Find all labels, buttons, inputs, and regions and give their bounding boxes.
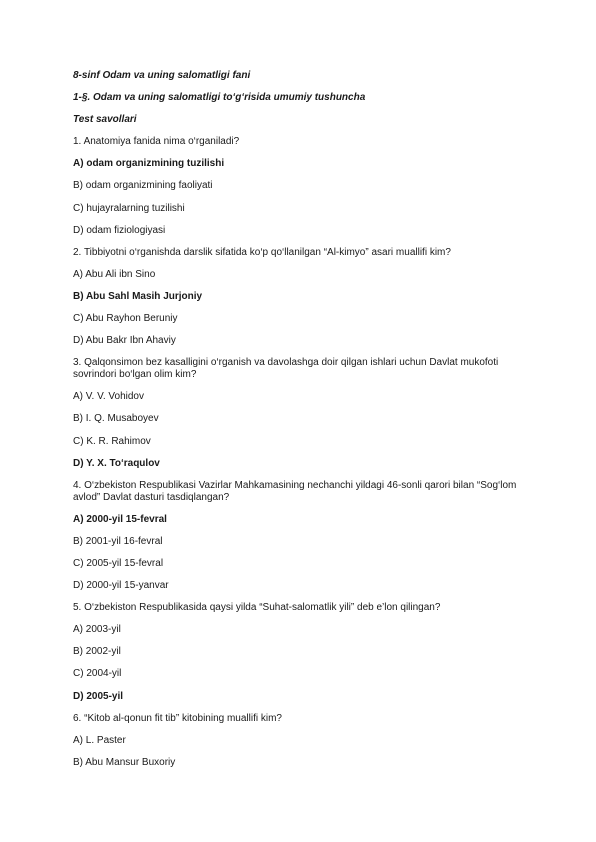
answer-option-correct: D) Y. X. To‘raqulov (73, 457, 160, 469)
answer-option: C) Abu Rayhon Beruniy (73, 313, 178, 325)
answer-option: B) odam organizmining faoliyati (73, 180, 213, 192)
answer-option: D) odam fiziologiyasi (73, 224, 166, 236)
question-text: 3. Qalqonsimon bez kasalligini o‘rganish va davolashga doir qilgan ishlari uchun Davlat mukofoti sovrindori bo‘lgan olim kim? (73, 357, 499, 381)
answer-option: A) V. V. Vohidov (73, 391, 144, 403)
answer-option: A) L. Paster (73, 734, 126, 746)
question-text: 2. Tibbiyotni o‘rganishda darslik sifatida ko‘p qo‘llanilgan “Al-kimyo” asari muallifi kim? (73, 246, 451, 258)
question-text: 1. Anatomiya fanida nima o‘rganiladi? (73, 136, 240, 148)
subject-title: 8-sinf Odam va uning salomatligi fani (73, 70, 251, 81)
answer-option: C) hujayralarning tuzilishi (73, 202, 185, 214)
question-text: 6. “Kitob al-qonun fit tib” kitobining muallifi kim? (73, 712, 282, 724)
answer-option-correct: B) Abu Sahl Masih Jurjoniy (73, 290, 203, 302)
question-text: 5. O‘zbekiston Respublikasida qaysi yilda “Suhat-salomatlik yili” deb e’lon qilingan? (73, 602, 441, 614)
section-title: 1-§. Odam va uning salomatligi to‘g‘risida umumiy tushuncha (73, 92, 366, 104)
answer-option: D) Abu Bakr Ibn Ahaviy (73, 335, 176, 347)
answer-option: B) 2001-yil 16-fevral (73, 535, 163, 547)
test-title: Test savollari (73, 114, 137, 126)
answer-option: A) Abu Ali ibn Sino (73, 268, 156, 280)
answer-option: C) K. R. Rahimov (73, 435, 151, 447)
answer-option: C) 2004-yil (73, 668, 122, 680)
answer-option-correct: A) 2000-yil 15-fevral (73, 513, 167, 525)
answer-option-correct: A) odam organizmining tuzilishi (73, 158, 225, 170)
answer-option: C) 2005-yil 15-fevral (73, 557, 164, 569)
answer-option: B) 2002-yil (73, 646, 121, 658)
answer-option-correct: D) 2005-yil (73, 690, 124, 702)
answer-option: B) I. Q. Musaboyev (73, 413, 159, 425)
answer-option: D) 2000-yil 15-yanvar (73, 580, 169, 592)
question-text: 4. O‘zbekiston Respublikasi Vazirlar Mahkamasining nechanchi yildagi 46-sonli qarori bilan “Sog‘lom avlod” Davlat dasturi tasdiqlangan? (73, 479, 517, 503)
document-page (73, 70, 533, 779)
answer-option: B) Abu Mansur Buxoriy (73, 756, 176, 768)
answer-option: A) 2003-yil (73, 624, 121, 636)
